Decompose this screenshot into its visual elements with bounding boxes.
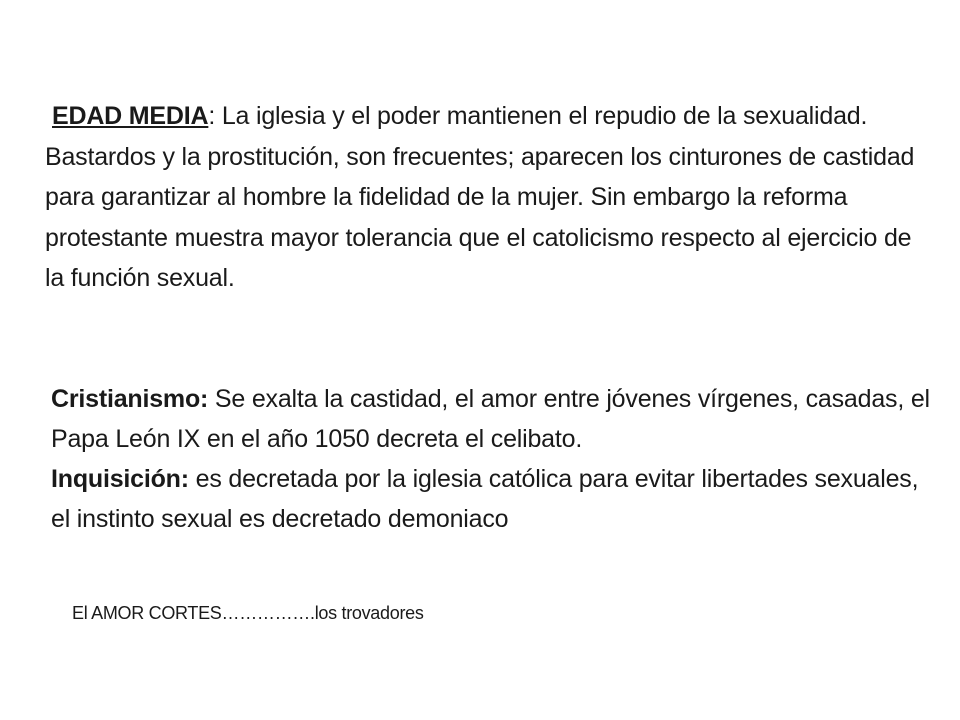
cristianismo-paragraph	[51, 379, 931, 459]
edad-media-body: : La iglesia y el poder mantienen el repudio de la sexualidad. Bastardos y la prostitución, son frecuentes; aparecen los cinturones de castidad para garantizar al hombre la fidelidad de la mujer. Sin embargo la reforma protestante muestra mayor tolerancia que el catolicismo respecto al ejercicio de la función sexual.	[45, 102, 915, 293]
cristianismo-heading: Cristianismo:	[51, 385, 209, 413]
inquisicion-heading: Inquisición:	[51, 465, 189, 493]
amor-cortes-note: El AMOR CORTES…………….los trovadores	[72, 603, 424, 623]
inquisicion-paragraph	[51, 459, 931, 539]
edad-media-text-block	[45, 96, 925, 299]
cristianismo-body: Se exalta la castidad, el amor entre jóvenes vírgenes, casadas, el Papa León IX en el año 1050 decreta el celibato.	[51, 385, 930, 453]
edad-media-heading: EDAD MEDIA	[52, 102, 209, 130]
edad-media-paragraph	[45, 96, 925, 299]
inquisicion-body: es decretada por la iglesia católica para evitar libertades sexuales, el instinto sexual es decretado demoniaco	[51, 465, 919, 533]
cristianismo-inquisicion-section	[51, 379, 931, 539]
